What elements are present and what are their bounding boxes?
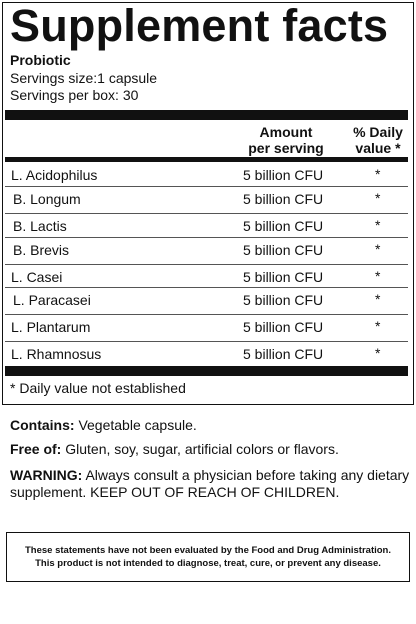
warning-label: WARNING: bbox=[10, 467, 83, 483]
table-row bbox=[5, 187, 408, 211]
ingredient-name: L. Casei bbox=[11, 269, 63, 285]
footnote: * Daily value not established bbox=[10, 380, 186, 396]
thick-divider-header bbox=[5, 157, 408, 162]
table-row bbox=[5, 214, 408, 238]
disclaimer-line1: These statements have not been evaluated by the Food and Drug Administration. bbox=[25, 545, 391, 556]
daily-value: * bbox=[375, 318, 381, 334]
daily-value: * bbox=[375, 241, 381, 257]
amount-header bbox=[243, 124, 329, 156]
ingredient-name: L. Acidophilus bbox=[11, 167, 98, 183]
amount-header-line2: per serving bbox=[248, 140, 324, 156]
servings-per-box: Servings per box: 30 bbox=[10, 87, 139, 103]
daily-value: * bbox=[375, 268, 381, 284]
disclaimer-line2: This product is not intended to diagnose, treat, cure, or prevent any disease. bbox=[35, 558, 381, 569]
table-row bbox=[5, 265, 408, 289]
free-of-text: Gluten, soy, sugar, artificial colors or flavors. bbox=[65, 441, 339, 457]
contains-statement bbox=[10, 417, 410, 434]
free-of-statement bbox=[10, 441, 410, 458]
amount-per-serving: 5 billion CFU bbox=[243, 319, 324, 335]
serving-size: Servings size:1 capsule bbox=[10, 70, 158, 86]
warning-text: Always consult a physician before taking any dietary supplement. KEEP OUT OF REACH OF CHILDREN. bbox=[10, 467, 410, 500]
table-row bbox=[5, 288, 408, 312]
dv-header-line1: % Daily bbox=[353, 124, 403, 140]
dv-header-line2: value * bbox=[355, 140, 401, 156]
daily-value-header bbox=[344, 124, 412, 156]
amount-per-serving: 5 billion CFU bbox=[243, 191, 324, 207]
amount-per-serving: 5 billion CFU bbox=[243, 292, 324, 308]
fda-disclaimer bbox=[6, 532, 410, 582]
thick-divider-top bbox=[5, 110, 408, 120]
thick-divider-bottom bbox=[5, 366, 408, 376]
ingredient-name: L. Plantarum bbox=[11, 319, 91, 335]
amount-per-serving: 5 billion CFU bbox=[243, 218, 324, 234]
ingredient-name: B. Lactis bbox=[13, 218, 67, 234]
daily-value: * bbox=[375, 166, 381, 182]
ingredient-name: B. Longum bbox=[13, 191, 81, 207]
panel-title: Supplement facts bbox=[10, 0, 389, 51]
amount-per-serving: 5 billion CFU bbox=[243, 242, 324, 258]
contains-label: Contains: bbox=[10, 417, 75, 433]
ingredient-name: L. Rhamnosus bbox=[11, 346, 102, 362]
amount-per-serving: 5 billion CFU bbox=[243, 269, 324, 285]
daily-value: * bbox=[375, 291, 381, 307]
ingredient-name: B. Brevis bbox=[13, 242, 70, 258]
daily-value: * bbox=[375, 190, 381, 206]
free-of-label: Free of: bbox=[10, 441, 62, 457]
contains-text: Vegetable capsule. bbox=[78, 417, 197, 433]
product-name: Probiotic bbox=[10, 52, 71, 68]
table-row bbox=[5, 315, 408, 339]
table-row bbox=[5, 163, 408, 187]
daily-value: * bbox=[375, 345, 381, 361]
amount-per-serving: 5 billion CFU bbox=[243, 167, 324, 183]
table-row bbox=[5, 238, 408, 262]
daily-value: * bbox=[375, 217, 381, 233]
table-row bbox=[5, 342, 408, 366]
amount-per-serving: 5 billion CFU bbox=[243, 346, 324, 362]
ingredient-name: L. Paracasei bbox=[13, 292, 91, 308]
amount-header-line1: Amount bbox=[259, 124, 313, 140]
warning-statement bbox=[10, 467, 410, 501]
